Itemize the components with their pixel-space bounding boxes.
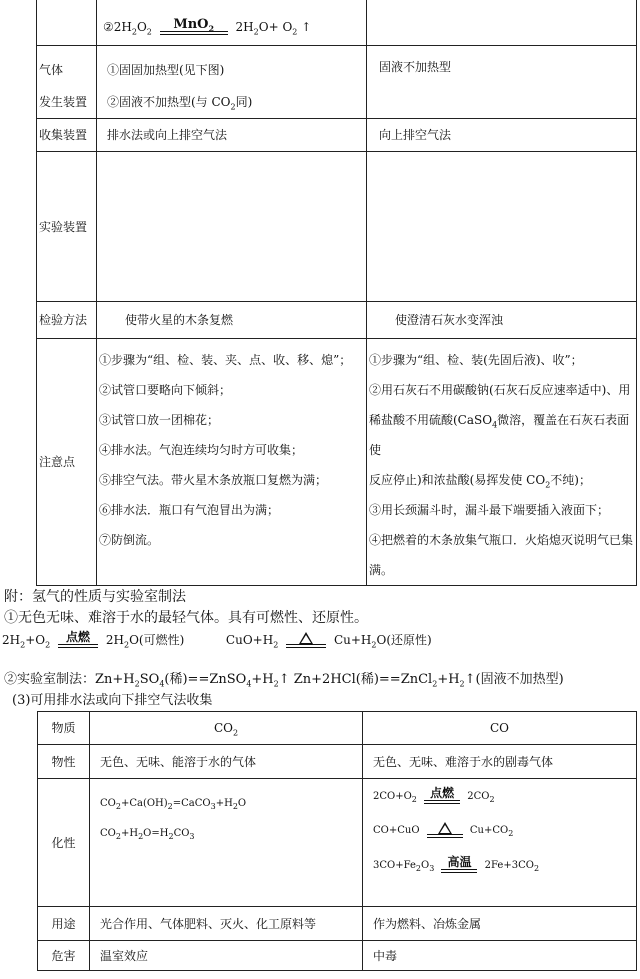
table-row: [38, 779, 637, 907]
table-cell: [90, 907, 363, 941]
subscript: 3: [189, 832, 195, 841]
row-label: [37, 302, 97, 339]
subscript: 2: [545, 480, 551, 490]
text-part: O=H: [143, 828, 169, 839]
text-part: CO: [173, 828, 190, 839]
subscript: 2: [533, 864, 540, 873]
table-cell: [90, 779, 363, 907]
text-part: =CaCO: [172, 798, 211, 809]
equation-text: Cu+H: [333, 633, 372, 647]
subscript: 2: [167, 802, 173, 811]
cell-text: 排水法或向上排空气法: [107, 128, 228, 142]
column-header: [363, 712, 637, 745]
subscript: 4: [159, 679, 165, 689]
table-cell: [97, 46, 367, 119]
text-part: ↑(固液不加热型): [464, 672, 564, 687]
note-item: ②用石灰石不用碳酸钠(石灰石反应速率适中)、用: [369, 383, 631, 397]
condition-label: 点燃: [66, 630, 91, 644]
table-cell: [367, 119, 637, 152]
subscript: 2: [230, 102, 236, 112]
condition-label: 高温: [447, 855, 472, 869]
row-label-text: 收集装置: [39, 128, 88, 142]
row-label: [38, 779, 90, 907]
row-label: [37, 119, 97, 152]
text-part: 2CO+O: [373, 791, 412, 802]
gas-arrow: ↑: [301, 20, 312, 34]
table-cell: [90, 941, 363, 971]
header-text: CO: [489, 721, 510, 735]
table-cell: [363, 779, 637, 907]
subscript: 2: [20, 640, 26, 650]
note-item: ⑦防倒流。: [99, 533, 160, 547]
row-label-text: 物性: [51, 754, 76, 769]
row-label: [37, 339, 97, 586]
text-part: SO: [139, 672, 160, 687]
table-row: [37, 119, 637, 152]
table-cell: [367, 46, 637, 119]
subscript: 2: [459, 679, 465, 689]
text-part: 2CO: [467, 791, 490, 802]
row-label: [38, 941, 90, 971]
text-part: +H: [215, 798, 233, 809]
reaction-condition: [58, 631, 98, 648]
text-part: ②实验室制法：Zn+H: [4, 672, 135, 687]
text-part: 稀盐酸不用硫酸(CaSO: [369, 413, 493, 427]
subscript: 2: [208, 23, 215, 34]
subscript: 2: [134, 679, 140, 689]
co2-co-comparison-table: [37, 711, 637, 971]
equation-text: O(可燃性): [129, 633, 185, 647]
table-cell: [363, 745, 637, 779]
text-part: +H: [251, 672, 274, 687]
note-item: ②试管口要略向下倾斜；: [99, 383, 232, 397]
table-row: [37, 0, 637, 46]
table-row: [38, 712, 637, 745]
table-row: [38, 745, 637, 779]
column-header: [90, 712, 363, 745]
text-part: 微溶，覆盖在石灰石表面使: [369, 413, 630, 457]
heading-text: 附：氢气的性质与实验室制法: [4, 589, 186, 605]
subscript: 2: [115, 832, 121, 841]
subscript: 2: [168, 832, 174, 841]
subscript: 2: [131, 27, 137, 37]
appendix-line: [4, 607, 368, 627]
row-label: [38, 745, 90, 779]
row-label-text: 注意点: [39, 455, 76, 469]
text-part: +H: [437, 672, 460, 687]
subscript: 2: [232, 802, 238, 811]
reaction-condition: [286, 632, 326, 648]
decomposition-equation-cell: [97, 0, 367, 46]
text-part: ②固液不加热型(与 CO: [107, 95, 231, 109]
table-row: [37, 302, 637, 339]
text-part: Cu+CO: [469, 825, 509, 836]
equation-text: O: [136, 20, 147, 34]
text-part: 同): [235, 95, 253, 109]
reaction-condition: [427, 822, 463, 838]
equation-text: +O: [25, 633, 46, 647]
note-item: ③用长颈漏斗时，漏斗最下端要插入液面下；: [369, 503, 610, 517]
cell-text: 使带火星的木条复燃: [125, 313, 234, 327]
cell-text: 温室效应: [100, 948, 149, 963]
subscript: 2: [138, 832, 144, 841]
column-header: [38, 712, 90, 745]
subscript: 2: [371, 640, 377, 650]
equation-text: O(还原性): [376, 633, 432, 647]
subscript: 2: [232, 728, 239, 738]
subscript: 2: [123, 640, 130, 650]
note-item: [369, 465, 636, 495]
subscript: 2: [415, 864, 421, 873]
reaction-condition: [160, 18, 228, 35]
cell-text: 固液不加热型: [379, 60, 452, 74]
subscript: 2: [273, 679, 279, 689]
appendix-line: [12, 689, 212, 708]
table-row: [37, 339, 637, 586]
subscript: 2: [292, 27, 298, 37]
text-part: +H: [120, 828, 139, 839]
notes-cell: [97, 339, 367, 586]
equation-line: [373, 822, 636, 838]
condition-label: 点燃: [430, 786, 455, 800]
note-item: ③试管口放一团棉花；: [99, 413, 220, 427]
subscript: 2: [273, 640, 279, 650]
heat-triangle-icon: [299, 632, 313, 644]
note-item: ①步骤为“组、检、装、夹、点、收、移、熄”；: [99, 353, 352, 367]
text-part: ↑ Zn+2HCl(稀)==ZnCl: [278, 672, 433, 687]
row-label-text: 化性: [51, 835, 76, 850]
subscript: 2: [45, 640, 51, 650]
note-item: ①步骤为“组、检、装(先固后液)、收”；: [369, 353, 583, 367]
subscript: 2: [432, 679, 438, 689]
row-label-text: 危害: [51, 948, 76, 963]
subscript: 4: [246, 679, 252, 689]
equation-text: 2H: [2, 633, 21, 647]
equation-text: ②2H: [103, 20, 132, 34]
cell-text: 使澄清石灰水变浑浊: [395, 313, 504, 327]
text-part: 3CO+Fe: [373, 860, 416, 871]
subscript: 2: [253, 27, 259, 37]
equation-text: CuO+H: [225, 633, 274, 647]
row-label-line: 气体: [39, 63, 64, 77]
text-part: 反应停止)和浓盐酸(易挥发使 CO: [369, 473, 546, 487]
table-cell: [97, 119, 367, 152]
equation-text: O+ O: [258, 20, 293, 34]
cell-text: ①固固加热型(见下图): [107, 63, 225, 77]
text-part: CO+CuO: [373, 825, 420, 836]
row-label-text: 用途: [51, 916, 76, 931]
note-item: ⑤排空气法。带火星木条放瓶口复燃为满；: [99, 473, 328, 487]
text-part: O: [237, 798, 247, 809]
row-label-line: 发生装置: [39, 95, 88, 109]
apparatus-image-cell: [97, 152, 367, 302]
subscript: 3: [429, 864, 435, 873]
equation-text: 2H: [105, 633, 124, 647]
cell-text: 中毒: [373, 948, 398, 963]
row-label-text: 检验方法: [39, 313, 88, 327]
table-row: [38, 907, 637, 941]
row-label: [38, 907, 90, 941]
table-cell: [367, 0, 637, 46]
text-part: O: [421, 860, 430, 871]
reaction-condition: [441, 856, 477, 873]
equation-line: [100, 819, 362, 849]
subscript: 4: [492, 420, 498, 430]
row-label: [37, 46, 97, 119]
table-cell: [90, 745, 363, 779]
text-part: CO: [100, 798, 116, 809]
cell-text: [107, 86, 356, 118]
row-label: [37, 152, 97, 302]
subscript: 3: [210, 802, 216, 811]
note-item: 满。: [369, 563, 394, 577]
catalyst-label: MnO: [173, 17, 209, 32]
text-part: 2Fe+3CO: [484, 860, 534, 871]
text-part: (稀)==ZnSO: [164, 672, 247, 687]
header-text: CO: [213, 721, 233, 735]
reaction-condition: [424, 787, 460, 804]
table-row: [37, 46, 637, 119]
cell-text: 无色、无味、难溶于水的剧毒气体: [373, 754, 554, 769]
subscript: 2: [411, 795, 417, 804]
appendix-line: [4, 668, 564, 687]
table-row: [37, 152, 637, 302]
table-cell: [97, 302, 367, 339]
note-item: ④排水法。气泡连续均匀时方可收集；: [99, 443, 304, 457]
table-cell: [37, 0, 97, 46]
cell-text: 作为燃料、冶炼金属: [373, 916, 482, 931]
equation-line: [373, 787, 636, 804]
table-cell: [363, 941, 637, 971]
note-item: ④把燃着的木条放集气瓶口．火焰熄灭说明气已集: [369, 533, 634, 547]
subscript: 2: [508, 829, 514, 838]
hydrogen-equations: [2, 631, 432, 648]
cell-text: 光合作用、气体肥料、灭火、化工原料等: [100, 916, 317, 931]
equation-line: [100, 789, 362, 819]
notes-cell: [367, 339, 637, 586]
subscript: 2: [146, 27, 152, 37]
note-item: [369, 405, 636, 465]
header-text: 物质: [51, 721, 76, 735]
subscript: 2: [115, 802, 121, 811]
paragraph-text: ①无色无味、难溶于水的最轻气体。具有可燃性、还原性。: [4, 610, 368, 626]
row-label-text: 实验装置: [39, 219, 88, 234]
equation-line: [373, 856, 636, 873]
table-cell: [367, 302, 637, 339]
table-row: [38, 941, 637, 971]
equation-text: 2H: [235, 20, 254, 34]
text-part: CO: [100, 828, 116, 839]
table-cell: [363, 907, 637, 941]
gas-preparation-table: [36, 0, 637, 586]
cell-text: 无色、无味、能溶于水的气体: [100, 754, 257, 769]
text-part: +Ca(OH): [120, 798, 168, 809]
text-part: 不纯)；: [550, 473, 591, 487]
appendix-heading: [4, 586, 186, 606]
note-item: ⑥排水法．瓶口有气泡冒出为满；: [99, 503, 280, 517]
heat-triangle-icon: [438, 822, 452, 834]
subscript: 2: [489, 795, 495, 804]
apparatus-image-cell: [367, 152, 637, 302]
paragraph-text: (3)可用排水法或向下排空气法收集: [12, 693, 213, 708]
cell-text: 向上排空气法: [379, 128, 452, 142]
